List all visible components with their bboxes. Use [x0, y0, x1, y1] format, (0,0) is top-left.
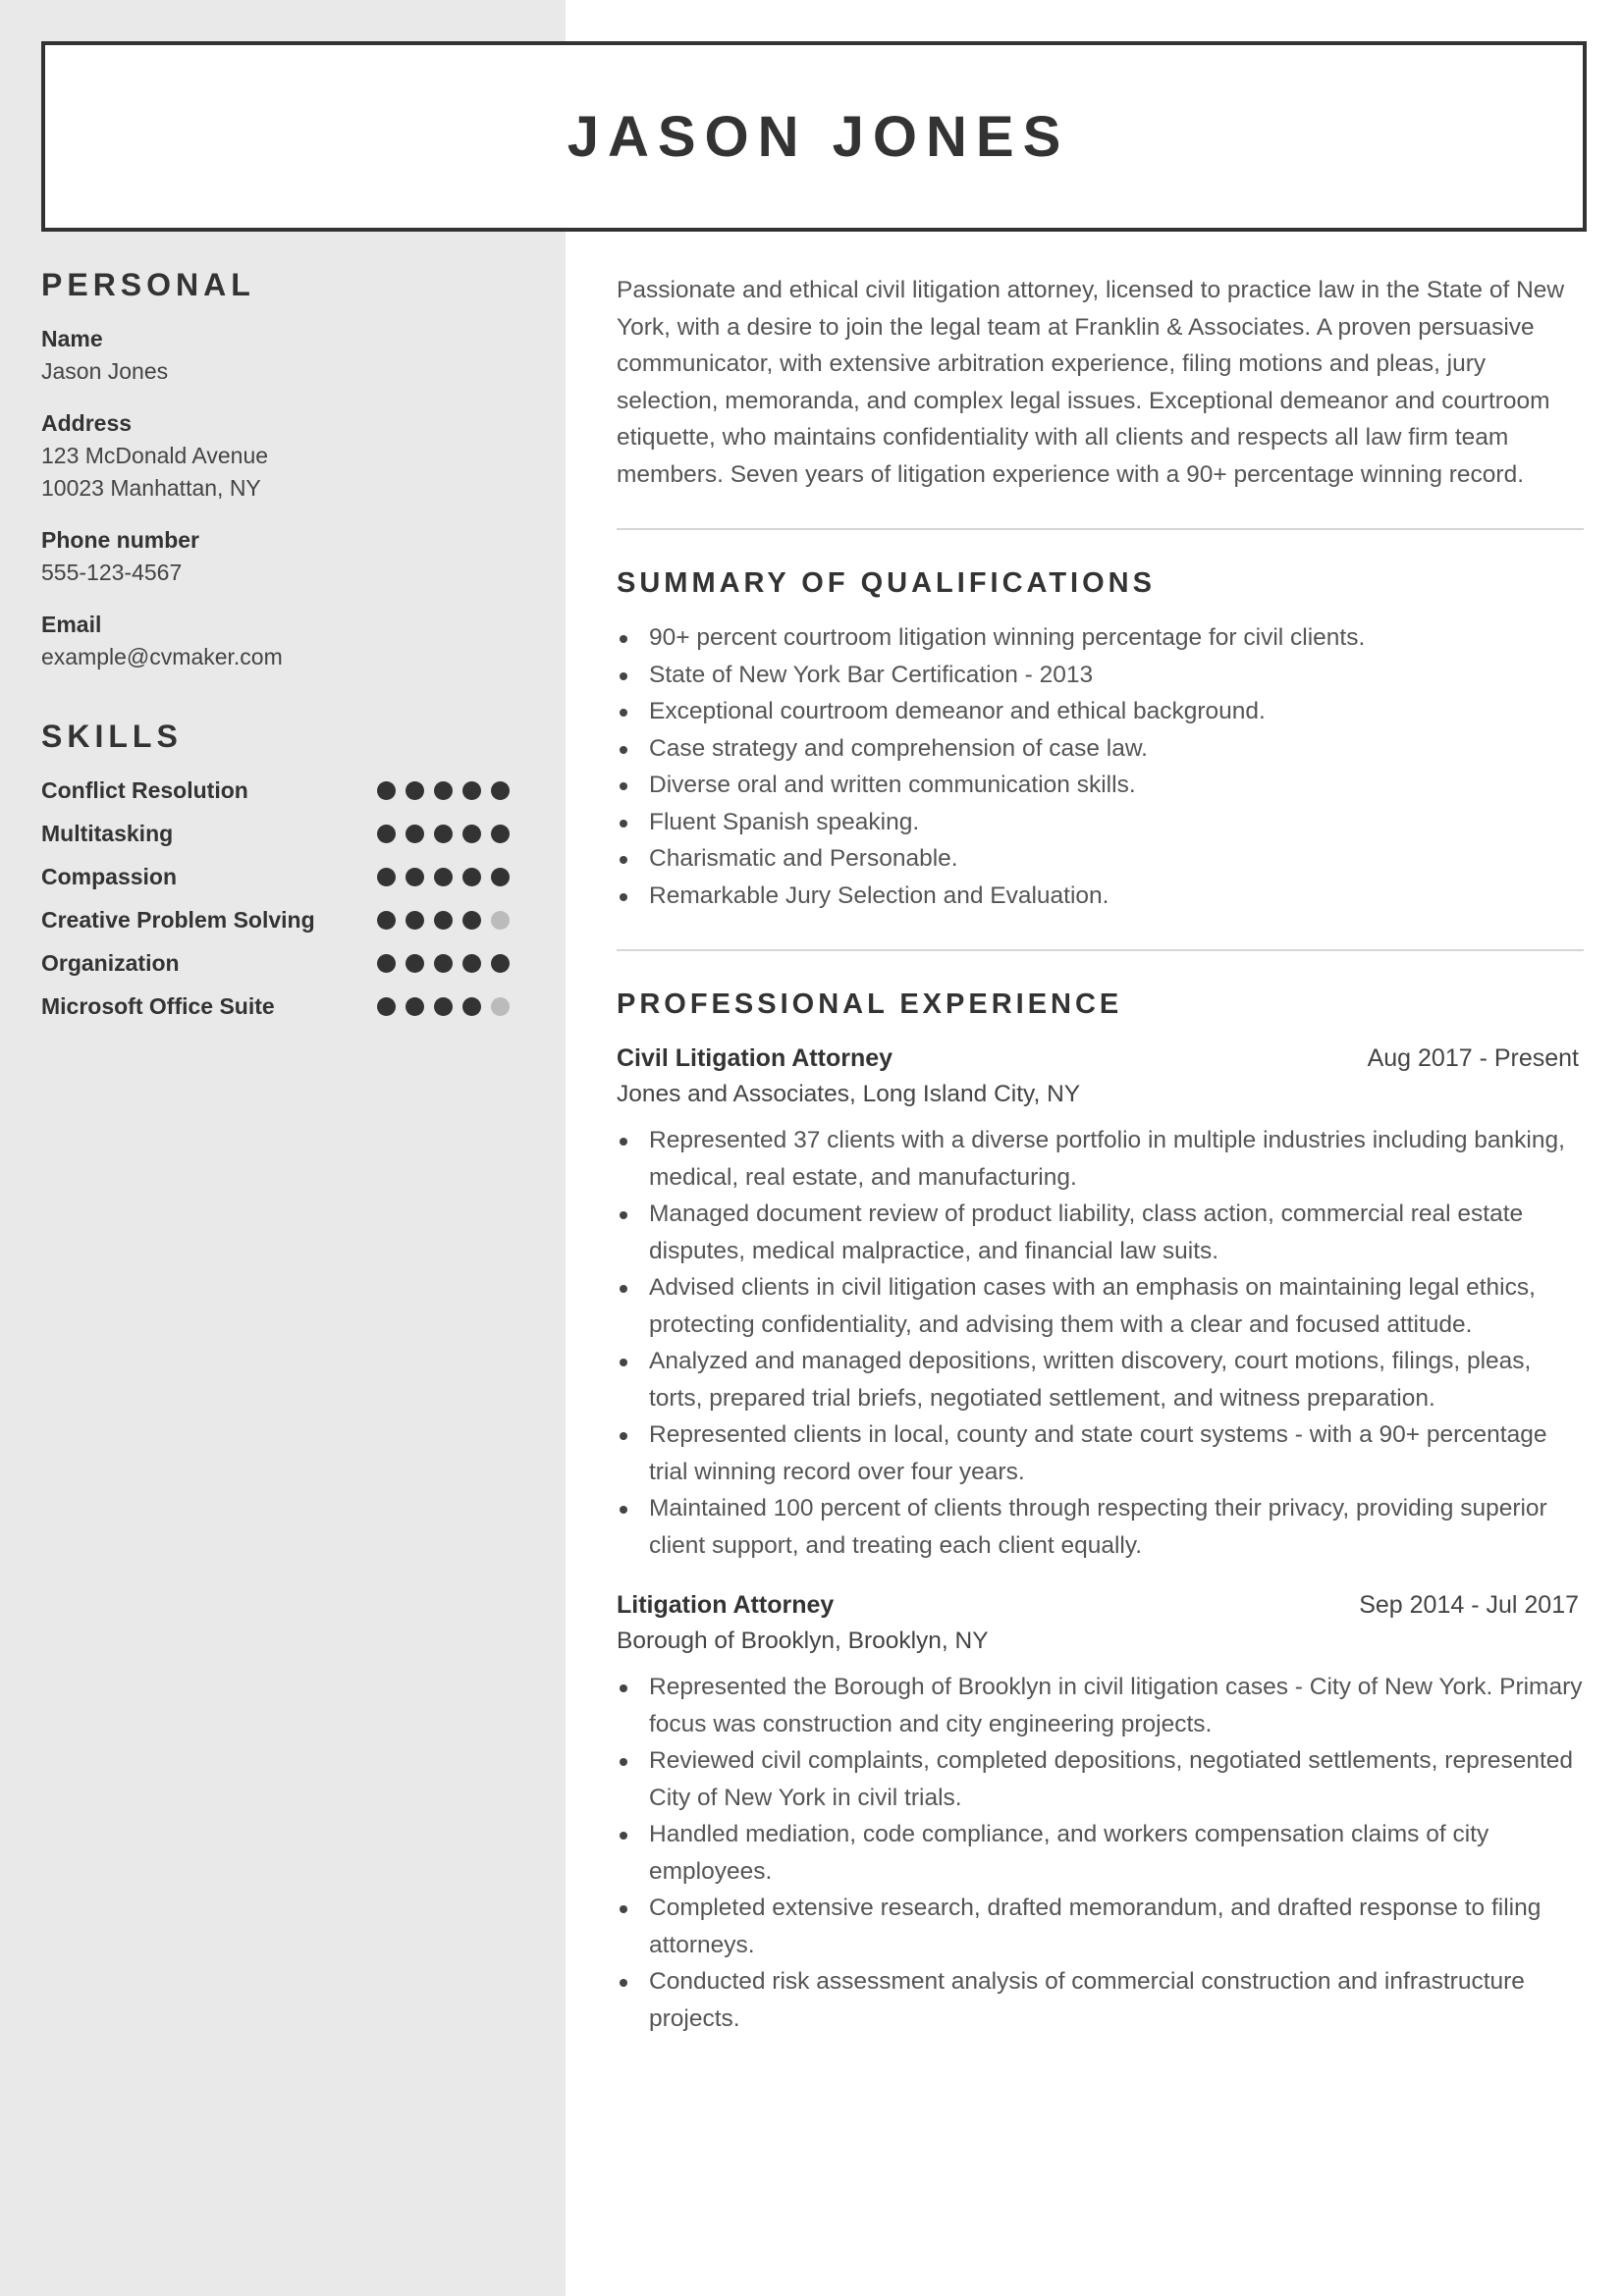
qualification-item: Fluent Spanish speaking.: [617, 804, 1584, 841]
experience-title: PROFESSIONAL EXPERIENCE: [617, 988, 1123, 1020]
rating-dot-filled: [462, 825, 481, 843]
job-date: Sep 2014 - Jul 2017: [1359, 1591, 1579, 1619]
personal-value: example@cvmaker.com: [41, 644, 283, 669]
job-company: Jones and Associates, Long Island City, NY: [617, 1081, 1081, 1107]
personal-label: Name: [41, 326, 103, 351]
name-header: [41, 41, 1587, 232]
skill-name: Compassion: [41, 863, 178, 889]
job-bullet: Analyzed and managed depositions, written discovery, court motions, filings, pleas, torts, prepared trial briefs, negotiated settlement, and witness preparation.: [617, 1343, 1584, 1416]
skill-rating: [377, 954, 510, 973]
rating-dot-empty: [491, 911, 510, 930]
job-title: Litigation Attorney: [617, 1591, 835, 1619]
rating-dot-filled: [462, 781, 481, 800]
job-bullet: Conducted risk assessment analysis of commercial construction and infrastructure projects.: [617, 1963, 1584, 2037]
qualifications-list: [617, 619, 1584, 914]
main-column: [617, 272, 1584, 2060]
job-bullet: Managed document review of product liability, class action, commercial real estate disputes, medical malpractice, and financial law suits.: [617, 1196, 1584, 1269]
rating-dot-filled: [377, 825, 396, 843]
personal-value: 123 McDonald Avenue: [41, 443, 269, 468]
rating-dot-filled: [491, 868, 510, 886]
rating-dot-filled: [491, 825, 510, 843]
personal-section: [41, 267, 522, 673]
left-column: [41, 267, 522, 1028]
skill-row: [41, 769, 522, 812]
skill-row: [41, 812, 522, 855]
skill-row: [41, 941, 522, 985]
rating-dot-filled: [462, 868, 481, 886]
skill-row: [41, 855, 522, 898]
rating-dot-filled: [462, 911, 481, 930]
rating-dot-filled: [491, 954, 510, 973]
job-bullet: Handled mediation, code compliance, and workers compensation claims of city employees.: [617, 1816, 1584, 1890]
job-title: Civil Litigation Attorney: [617, 1044, 893, 1072]
skill-rating: [377, 868, 510, 886]
skill-name: Conflict Resolution: [41, 776, 248, 803]
qualifications-title: SUMMARY OF QUALIFICATIONS: [617, 567, 1156, 599]
skill-rating: [377, 825, 510, 843]
job-header: [617, 1587, 1584, 1624]
rating-dot-filled: [462, 954, 481, 973]
divider: [617, 949, 1584, 951]
rating-dot-filled: [406, 954, 424, 973]
candidate-name: JASON JONES: [567, 104, 1070, 169]
qualification-item: State of New York Bar Certification - 2013: [617, 657, 1584, 694]
personal-title: PERSONAL: [41, 267, 255, 302]
rating-dot-filled: [434, 954, 453, 973]
rating-dot-filled: [406, 997, 424, 1016]
personal-label: Phone number: [41, 527, 200, 553]
personal-label: Address: [41, 410, 133, 436]
rating-dot-filled: [434, 911, 453, 930]
rating-dot-filled: [377, 954, 396, 973]
rating-dot-empty: [491, 997, 510, 1016]
job-bullet: Reviewed civil complaints, completed depositions, negotiated settlements, represented City of New York in civil trials.: [617, 1742, 1584, 1816]
rating-dot-filled: [406, 825, 424, 843]
experience-list: [617, 1041, 1584, 2037]
qualification-item: 90+ percent courtroom litigation winning percentage for civil clients.: [617, 619, 1584, 657]
job-bullet: Represented the Borough of Brooklyn in civil litigation cases - City of New York. Primary focus was construction and city engineering projects.: [617, 1669, 1584, 1742]
skill-name: Microsoft Office Suite: [41, 992, 275, 1019]
job-bullet: Maintained 100 percent of clients through respecting their privacy, providing superior client support, and treating each client equally.: [617, 1490, 1584, 1564]
skill-name: Organization: [41, 949, 180, 976]
job-bullets: [617, 1669, 1584, 2037]
job-bullet: Advised clients in civil litigation cases with an emphasis on maintaining legal ethics, protecting confidentiality, and advising them with a clear and focused attitude.: [617, 1269, 1584, 1343]
personal-value: 10023 Manhattan, NY: [41, 475, 261, 501]
skill-row: [41, 898, 522, 941]
job-company: Borough of Brooklyn, Brooklyn, NY: [617, 1628, 989, 1654]
job-entry: [617, 1587, 1584, 2037]
rating-dot-filled: [434, 825, 453, 843]
rating-dot-filled: [434, 868, 453, 886]
skill-row: [41, 985, 522, 1028]
job-bullets: [617, 1122, 1584, 1564]
rating-dot-filled: [462, 997, 481, 1016]
job-bullet: Represented 37 clients with a diverse portfolio in multiple industries including banking, medical, real estate, and manufacturing.: [617, 1122, 1584, 1196]
qualification-item: Diverse oral and written communication skills.: [617, 767, 1584, 804]
personal-value: 555-123-4567: [41, 560, 183, 585]
job-header: [617, 1041, 1584, 1077]
skills-section: [41, 719, 522, 1028]
job-date: Aug 2017 - Present: [1367, 1044, 1579, 1072]
rating-dot-filled: [434, 781, 453, 800]
skills-title: SKILLS: [41, 719, 183, 754]
job-bullet: Represented clients in local, county and state court systems - with a 90+ percentage trial winning record over four years.: [617, 1416, 1584, 1490]
skill-name: Multitasking: [41, 820, 174, 846]
skill-rating: [377, 911, 510, 930]
personal-value: Jason Jones: [41, 358, 169, 384]
profile-summary: Passionate and ethical civil litigation attorney, licensed to practice law in the State of New York, with a desire to join the legal team at Franklin & Associates. A proven persuasive communicator, with extensive arbitration experience, filing motions and pleas, jury selection, memoranda, and complex legal issues. Exceptional demeanor and courtroom etiquette, who maintains confidentiality with all clients and respects all law firm team members. Seven years of litigation experience with a 90+ percentage winning record.: [617, 277, 1565, 488]
rating-dot-filled: [406, 868, 424, 886]
rating-dot-filled: [406, 781, 424, 800]
rating-dot-filled: [406, 911, 424, 930]
rating-dot-filled: [377, 781, 396, 800]
divider: [617, 528, 1584, 530]
skill-rating: [377, 781, 510, 800]
qualification-item: Exceptional courtroom demeanor and ethical background.: [617, 693, 1584, 730]
qualification-item: Case strategy and comprehension of case law.: [617, 730, 1584, 768]
rating-dot-filled: [377, 997, 396, 1016]
personal-label: Email: [41, 612, 102, 637]
qualification-item: Charismatic and Personable.: [617, 840, 1584, 878]
rating-dot-filled: [377, 911, 396, 930]
rating-dot-filled: [434, 997, 453, 1016]
skill-rating: [377, 997, 510, 1016]
qualification-item: Remarkable Jury Selection and Evaluation.: [617, 878, 1584, 915]
rating-dot-filled: [491, 781, 510, 800]
skill-name: Creative Problem Solving: [41, 906, 315, 933]
rating-dot-filled: [377, 868, 396, 886]
job-bullet: Completed extensive research, drafted memorandum, and drafted response to filing attorneys.: [617, 1890, 1584, 1963]
job-entry: [617, 1041, 1584, 1564]
